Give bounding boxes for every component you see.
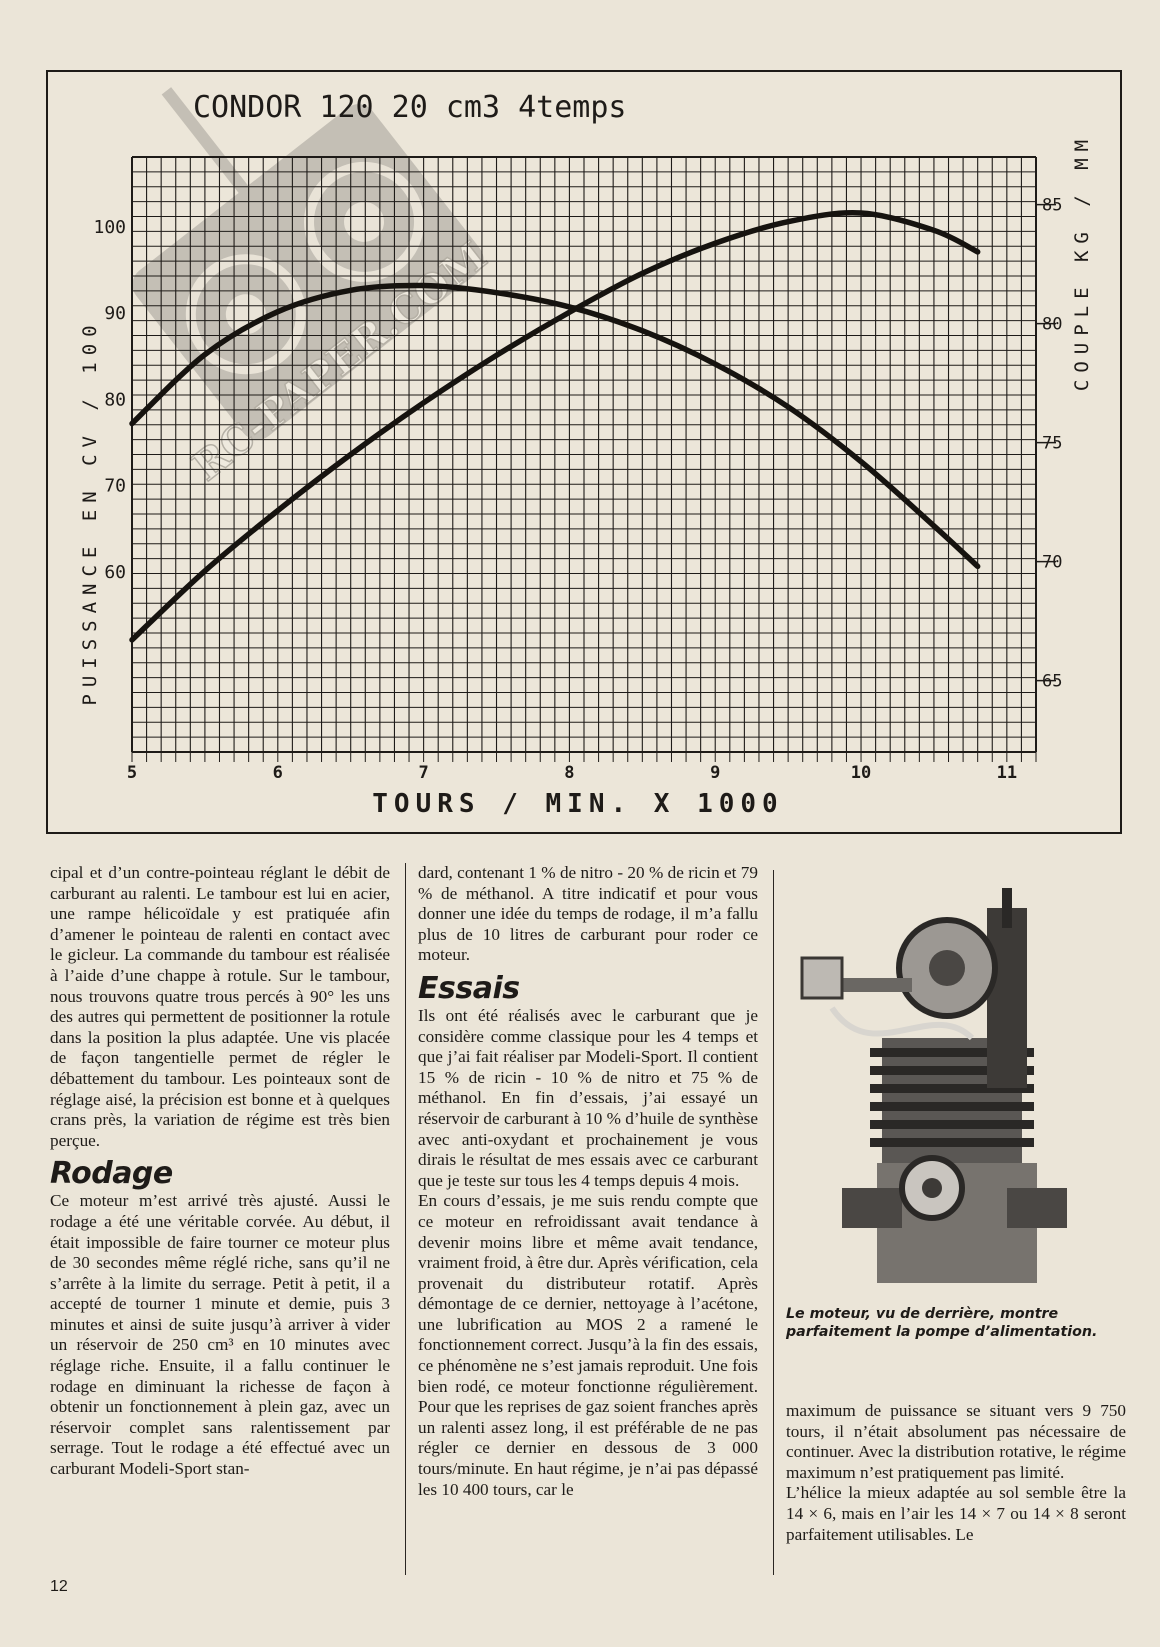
y-left-axis-label: PUISSANCE EN CV / 100 [79, 318, 101, 706]
photo-caption: Le moteur, vu de derrière, montre parfaitement la pompe d’alimentation. [786, 1306, 1098, 1340]
y-left-tick-label: 60 [104, 561, 126, 583]
left-paragraph-1: cipal et d’un contre-pointeau réglant le débit de carburant au ralenti. Le tambour est lui en acier, une rampe hélicoïdale y est pratiquée afin d’amener le pointeau de ralenti en contact avec le gicleur. La commande du tambour est réalisée à l’aide d’une chappe à rotule. Sur le tambour, nous trouvons quatre trous percés à 90° les uns des autres qui permettent de positionner la rotule dans la position la plus adaptée. Une vis placée de façon tangentielle permet de régler le débattement du tambour. Les pointeaux sont de réglage aisé, la précision est bonne et à quelques crans près, la variation de régime est très bien perçue. [50, 863, 390, 1150]
middle-paragraph-3: En cours d’essais, je me suis rendu compte que ce moteur en refroidissant avait tendance à devenir moins libre et même avait tendance, vraiment froid, à être dur. Après vérification, cela provenait du distributeur rotatif. Après démontage de ce dernier, nettoyage à l’acétone, une lubrification au MOS 2 a ramené le fonctionnement correct. Jusqu’à la fin des essais, ce phénomène ne s’est jamais reproduit. Une fois bien rodé, ce moteur fonctionne régulièrement. Pour que les reprises de gaz soient franches après un ralenti assez long, il est préférable de ne pas régler ce dernier en dessous de 3 000 tours/minute. En haut régime, je n’ai pas dépassé les 10 400 tours, car le [418, 1191, 758, 1499]
x-tick-label: 9 [710, 763, 721, 783]
rc-paper-watermark [48, 72, 495, 490]
x-tick-label: 11 [996, 763, 1018, 783]
heading-essais: Essais [418, 970, 520, 1006]
x-tick-label: 10 [850, 763, 872, 783]
x-tick-label: 5 [126, 763, 138, 783]
y-left-tick-label: 80 [104, 389, 126, 411]
chart-title: CONDOR 120 20 cm3 4temps [193, 90, 627, 125]
right-paragraph-2: L’hélice la mieux adaptée au sol semble être la 14 × 6, mais en l’air les 14 × 7 ou 14 × 8 seront parfaitement utilisables. Le [786, 1483, 1126, 1544]
y-right-tick-label: 65 [1042, 671, 1063, 692]
column-divider-2 [773, 870, 774, 1575]
x-tick-label: 8 [564, 763, 575, 783]
right-column [786, 1401, 1126, 1545]
y-right-tick-label: 85 [1042, 195, 1063, 216]
column-divider-1 [405, 863, 406, 1575]
engine-fuel-pump [802, 958, 842, 998]
middle-paragraph-2: Ils ont été réalisés avec le carburant que je considère comme classique pour les 4 temps et que j’ai fait réaliser par Modeli-Sport. Il contient 15 % de ricin - 10 % de nitro et 75 % de méthanol. En fin d’essais, j’ai essayé un réservoir de carburant à 10 % d’huile de synthèse avec anti-oxydant et prochainement je vous dirais le résultat de mes essais avec ce carburant que je teste sur tous les 4 temps depuis 4 mois. [418, 1005, 758, 1190]
y-left-tick-label: 100 [93, 216, 126, 238]
page-number: 12 [50, 1578, 68, 1595]
x-tick-label: 7 [418, 763, 429, 783]
chart-svg [48, 72, 1120, 832]
engine-pushrod-housing [987, 908, 1027, 1088]
y-right-tick-label: 70 [1042, 552, 1063, 573]
x-axis-label: TOURS / MIN. X 1000 [372, 789, 784, 819]
x-tick-label: 6 [272, 763, 283, 783]
y-right-tick-label: 80 [1042, 314, 1063, 335]
middle-column [418, 863, 758, 1500]
y-right-tick-label: 75 [1042, 433, 1063, 454]
middle-paragraph-1: dard, contenant 1 % de nitro - 20 % de ricin et 79 % de méthanol. A titre indicatif et pour vous donner une idée du temps de rodage, il m’a fallu plus de 10 litres de carburant pour roder ce moteur. [418, 863, 758, 965]
engine-photo [792, 888, 1080, 1294]
performance-chart [46, 70, 1122, 834]
watermark-text: RC-PAPER.COM [183, 232, 496, 491]
y-left-tick-label: 70 [104, 475, 126, 497]
y-right-axis-label: COUPLE KG / MM [1071, 132, 1093, 392]
heading-rodage: Rodage [50, 1156, 173, 1192]
left-paragraph-2: Ce moteur m’est arrivé très ajusté. Aussi le rodage a été une véritable corvée. Au début, il était impossible de faire tourner ce moteur plus de 30 secondes même réglé riche, sans qu’il ne s’arrête à la limite du serrage. Petit à petit, il a accepté de tourner 1 minute et demie, puis 3 minutes et ainsi de suite jusqu’à arriver à vider un réservoir de 250 cm³ en 10 minutes avec réglage riche. Ensuite, il a fallu continuer le rodage en diminuant la richesse de façon à obtenir un fonctionnement à plein gaz, avec un réservoir complet sans ralentissement par serrage. Tout le rodage a été effectué avec un carburant Modeli-Sport stan- [50, 1191, 390, 1479]
right-paragraph-1: maximum de puissance se situant vers 9 750 tours, il n’était absolument pas nécessaire de continuer. Avec la distribution rotative, le régime maximum n’est pratiquement pas limité. [786, 1401, 1126, 1482]
y-left-tick-label: 90 [104, 303, 126, 325]
left-column [50, 863, 390, 1480]
